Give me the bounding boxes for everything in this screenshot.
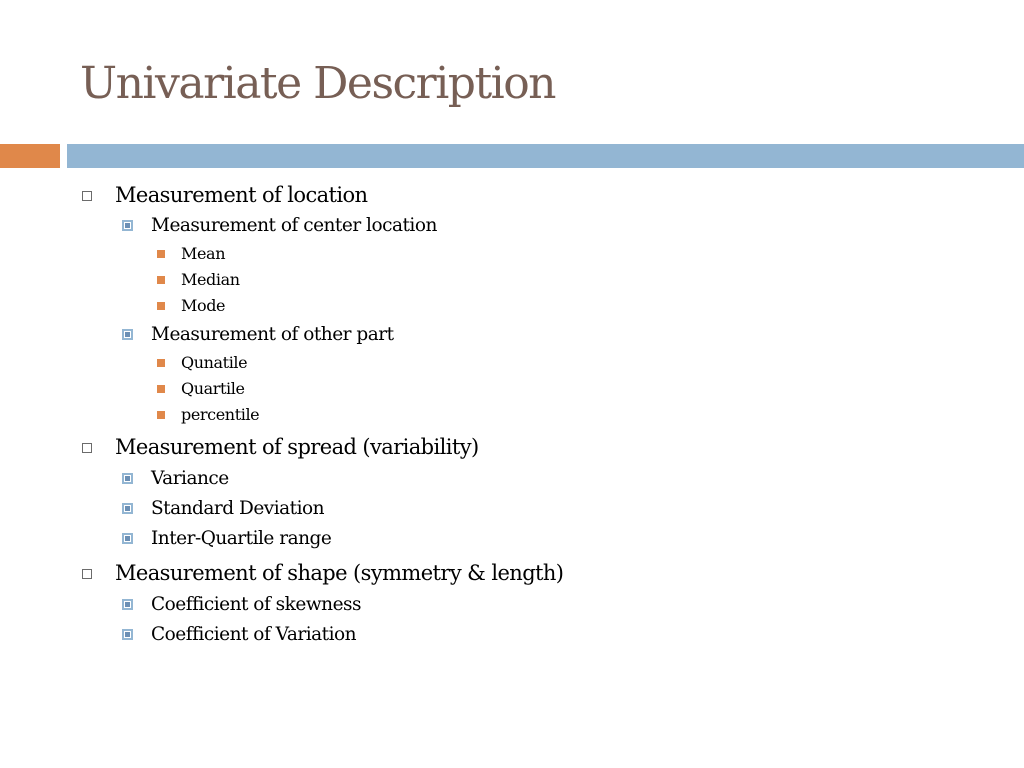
list-item-median [155,269,240,291]
list-item-quartile [155,378,245,400]
framed-square-bullet-icon [122,599,133,610]
list-item-label: Measurement of other part [151,324,394,345]
hollow-square-bullet-icon [82,443,92,453]
list-item-label: Measurement of shape (symmetry & length) [115,561,564,585]
list-item-label: Inter-Quartile range [151,528,332,549]
list-item-skewness [120,593,361,617]
list-item-label: Measurement of spread (variability) [115,435,479,459]
list-item-location [80,182,367,208]
accent-band-orange [0,144,60,168]
list-item-label: Quartile [181,379,245,398]
framed-square-bullet-icon [122,533,133,544]
list-item-label: Mean [181,244,226,263]
list-item-spread [80,434,479,460]
list-item-label: Measurement of center location [151,215,437,236]
list-item-mode [155,295,225,317]
framed-square-bullet-icon [122,503,133,514]
list-item-coefficient-of-variation [120,623,356,647]
list-item-label: Coefficient of skewness [151,594,362,615]
framed-square-bullet-icon [122,329,133,340]
list-item-iqr [120,527,331,551]
list-item-standard-deviation [120,497,324,521]
list-item-percentile [155,404,259,426]
filled-square-bullet-icon [157,359,165,367]
list-item-shape [80,560,563,586]
list-item-label: Qunatile [181,353,248,372]
list-item-center-location [120,214,437,238]
framed-square-bullet-icon [122,629,133,640]
framed-square-bullet-icon [122,473,133,484]
list-item-mean [155,243,225,265]
list-item-label: Measurement of location [115,183,368,207]
filled-square-bullet-icon [157,411,165,419]
list-item-label: Mode [181,296,226,315]
list-item-other-part [120,323,394,347]
list-item-label: Variance [151,468,229,489]
filled-square-bullet-icon [157,250,165,258]
framed-square-bullet-icon [122,220,133,231]
list-item-qunatile [155,352,247,374]
slide-title: Univariate Description [80,58,556,109]
list-item-label: Standard Deviation [151,498,325,519]
hollow-square-bullet-icon [82,569,92,579]
list-item-label: Median [181,270,240,289]
accent-band-blue [67,144,1024,168]
filled-square-bullet-icon [157,302,165,310]
list-item-label: percentile [181,405,260,424]
hollow-square-bullet-icon [82,191,92,201]
list-item-variance [120,467,229,491]
filled-square-bullet-icon [157,276,165,284]
filled-square-bullet-icon [157,385,165,393]
list-item-label: Coefficient of Variation [151,624,357,645]
